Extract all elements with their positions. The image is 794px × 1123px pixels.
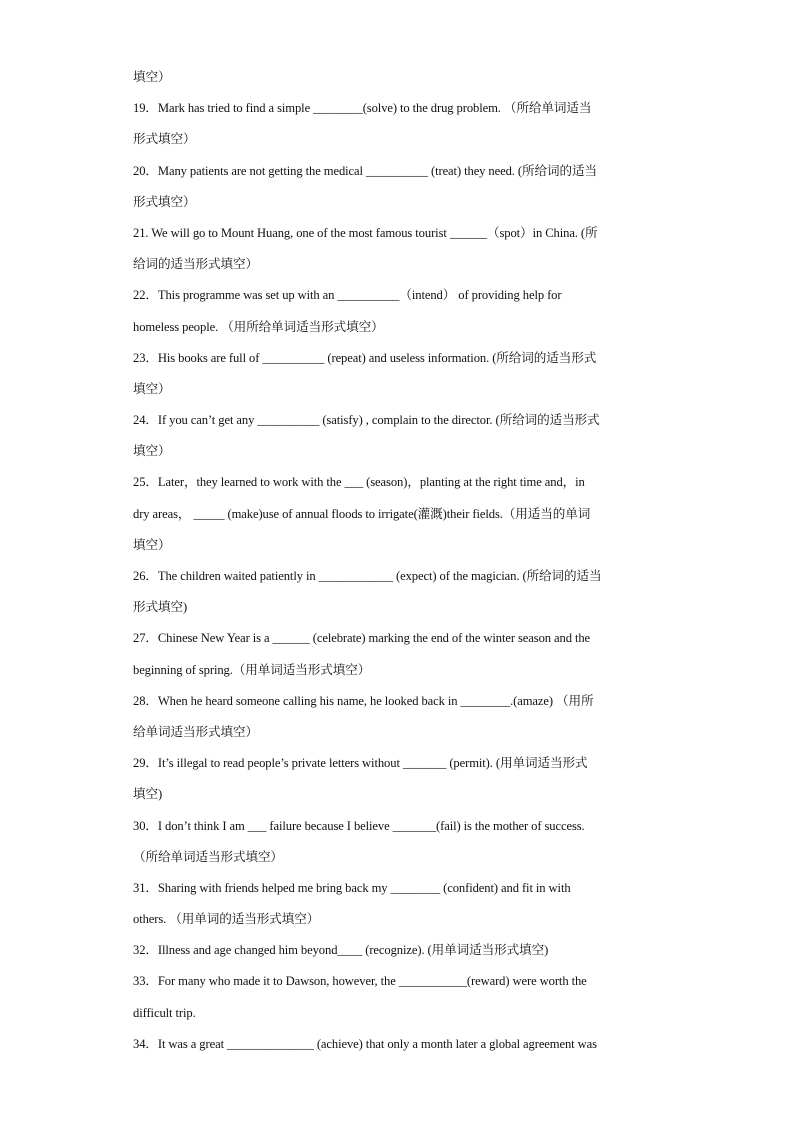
text-line: beginning of spring.（用单词适当形式填空） bbox=[133, 662, 371, 677]
text-line: dry areas， _____ (make)use of annual floods to irrigate(灌溉)their fields.（用适当的单词 bbox=[133, 506, 591, 521]
text-line: 填空） bbox=[133, 537, 171, 552]
text-line: 29．It’s illegal to read people’s private letters without _______ (permit). (用单词适当形式 bbox=[133, 756, 588, 771]
text-line: 34．It was a great ______________ (achieve) that only a month later a global agreement was bbox=[133, 1036, 597, 1051]
text-line: others. （用单词的适当形式填空） bbox=[133, 912, 320, 927]
text-line: 填空） bbox=[133, 381, 171, 396]
text-line: 32．Illness and age changed him beyond____ (recognize). (用单词适当形式填空) bbox=[133, 943, 549, 958]
text-line: 给词的适当形式填空） bbox=[133, 257, 258, 272]
text-line: homeless people. （用所给单词适当形式填空） bbox=[133, 319, 384, 334]
text-line: 形式填空） bbox=[133, 194, 196, 209]
text-line: 31．Sharing with friends helped me bring back my ________ (confident) and fit in with bbox=[133, 880, 571, 895]
text-line: 28．When he heard someone calling his name, he looked back in ________.(amaze) （用所 bbox=[133, 693, 594, 708]
text-line: 30．I don’t think I am ___ failure because I believe _______(fail) is the mother of success. bbox=[133, 818, 585, 833]
text-line: 填空） bbox=[133, 70, 171, 84]
text-line: 形式填空) bbox=[133, 600, 188, 615]
text-line: 23．His books are full of __________ (repeat) and useless information. (所给词的适当形式 bbox=[133, 350, 597, 365]
text-line: 33．For many who made it to Dawson, however, the ___________(reward) were worth the bbox=[133, 974, 587, 989]
exercise-text bbox=[133, 62, 668, 1060]
text-line: 填空) bbox=[133, 787, 163, 802]
text-line: 19．Mark has tried to find a simple ________(solve) to the drug problem. （所给单词适当 bbox=[133, 101, 592, 116]
text-line: 形式填空） bbox=[133, 132, 196, 147]
text-line: 填空） bbox=[133, 444, 171, 459]
text-line: 26．The children waited patiently in ____________ (expect) of the magician. (所给词的适当 bbox=[133, 569, 602, 583]
text-line: 22．This programme was set up with an __________（intend） of providing help for bbox=[133, 288, 562, 303]
text-line: 给单词适当形式填空） bbox=[133, 724, 258, 739]
text-line: 24．If you can’t get any __________ (satisfy) , complain to the director. (所给词的适当形式 bbox=[133, 413, 600, 428]
text-line: 20．Many patients are not getting the medical __________ (treat) they need. (所给词的适当 bbox=[133, 163, 597, 178]
text-line: difficult trip. bbox=[133, 1005, 196, 1020]
text-line: （所给单词适当形式填空） bbox=[133, 849, 283, 864]
text-line: 27．Chinese New Year is a ______ (celebrate) marking the end of the winter season and the bbox=[133, 631, 591, 646]
text-line: 25．Later，they learned to work with the ___ (season)，planting at the right time and，in bbox=[133, 475, 585, 490]
text-line: 21. We will go to Mount Huang, one of the most famous tourist ______（spot）in China. (所 bbox=[133, 225, 598, 240]
